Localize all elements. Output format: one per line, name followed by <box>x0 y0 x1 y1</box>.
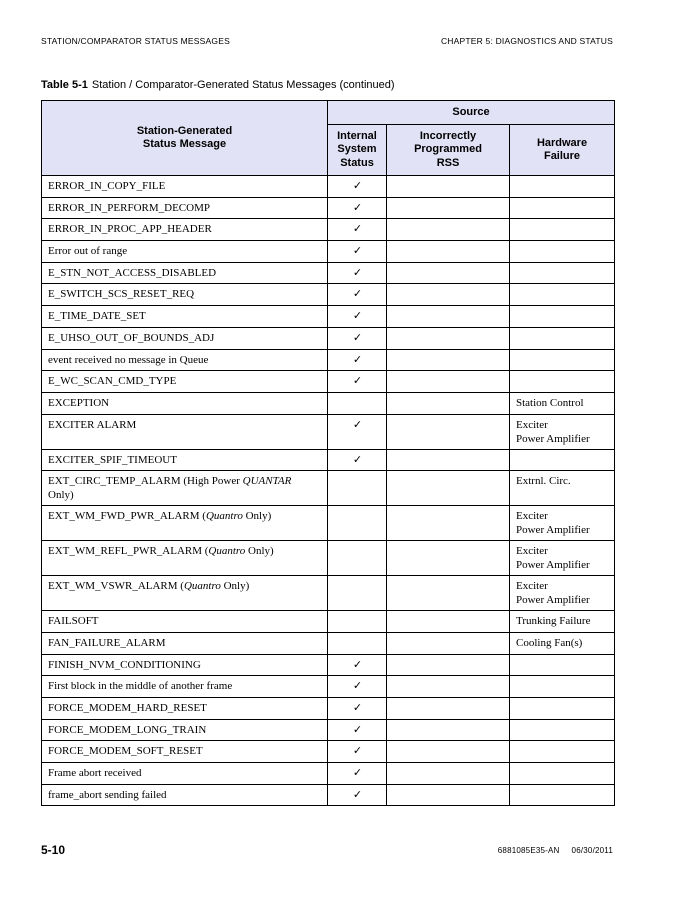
rss-cell <box>387 284 510 306</box>
rss-cell <box>387 197 510 219</box>
status-message-cell <box>42 741 328 763</box>
status-message-suffix: Only) <box>242 510 272 523</box>
internal-status-check: ✓ <box>328 197 387 219</box>
status-message-text: EXT_CIRC_TEMP_ALARM (High Power <box>48 475 243 488</box>
status-message-cell <box>42 284 328 306</box>
status-message-cell <box>42 611 328 633</box>
table-row <box>42 176 615 198</box>
status-message-cell <box>42 654 328 676</box>
header-status-message <box>42 101 328 176</box>
table-row <box>42 241 615 263</box>
status-message-text: FORCE_MODEM_HARD_RESET <box>48 702 207 714</box>
hardware-failure-cell <box>510 176 615 198</box>
table-row <box>42 654 615 676</box>
status-message-text: frame_abort sending failed <box>48 788 167 801</box>
rss-cell <box>387 576 510 611</box>
status-message-text: EXCITER ALARM <box>48 418 137 431</box>
table-caption-text: Station / Comparator-Generated Status Messages (continued) <box>91 79 395 91</box>
hardware-failure-cell <box>510 784 615 806</box>
hardware-failure-cell: Cooling Fan(s) <box>510 632 615 654</box>
status-message-cell <box>42 262 328 284</box>
hardware-failure-cell <box>510 741 615 763</box>
status-message-text: FAILSOFT <box>48 615 99 628</box>
table-row <box>42 219 615 241</box>
rss-cell <box>387 392 510 414</box>
status-message-text: FORCE_MODEM_LONG_TRAIN <box>48 723 207 736</box>
status-message-text: E_STN_NOT_ACCESS_DISABLED <box>48 266 217 279</box>
status-message-cell <box>42 676 328 698</box>
status-message-product-name: Quantro <box>205 510 243 523</box>
status-message-cell <box>42 449 328 471</box>
internal-status-check: ✓ <box>328 698 387 720</box>
header-internal-text: Internal System Status <box>337 129 377 169</box>
table-row <box>42 284 615 306</box>
status-messages-table <box>41 100 615 806</box>
internal-status-check <box>328 632 387 654</box>
hardware-failure-cell <box>510 197 615 219</box>
status-message-cell <box>42 197 328 219</box>
rss-cell <box>387 541 510 576</box>
table-row <box>42 262 615 284</box>
rss-cell <box>387 632 510 654</box>
internal-status-check: ✓ <box>328 763 387 785</box>
rss-cell <box>387 784 510 806</box>
rss-cell <box>387 262 510 284</box>
hardware-failure-cell: Exciter Power Amplifier <box>510 506 615 541</box>
table-row <box>42 197 615 219</box>
hardware-failure-cell <box>510 676 615 698</box>
header-rss-text: Incorrectly Programmed RSS <box>414 129 482 169</box>
status-message-text: EXT_WM_REFL_PWR_ALARM ( <box>48 545 209 558</box>
rss-cell <box>387 371 510 393</box>
status-message-text: FORCE_MODEM_SOFT_RESET <box>48 745 203 758</box>
status-message-text: EXT_WM_VSWR_ALARM ( <box>48 580 184 593</box>
hardware-failure-cell: Exciter Power Amplifier <box>510 576 615 611</box>
hardware-failure-cell <box>510 284 615 306</box>
internal-status-check <box>328 392 387 414</box>
status-message-text: FAN_FAILURE_ALARM <box>48 636 166 649</box>
internal-status-check: ✓ <box>328 676 387 698</box>
hardware-failure-cell <box>510 327 615 349</box>
header-hardware-text: Hardware Failure <box>536 136 588 162</box>
status-message-text: ERROR_IN_PROC_APP_HEADER <box>48 223 212 236</box>
internal-status-check: ✓ <box>328 241 387 263</box>
internal-status-check: ✓ <box>328 414 387 449</box>
footer-doc-info <box>498 846 613 855</box>
status-message-text: E_UHSO_OUT_OF_BOUNDS_ADJ <box>48 331 215 344</box>
status-message-cell <box>42 698 328 720</box>
hardware-failure-cell <box>510 241 615 263</box>
table-row <box>42 632 615 654</box>
status-message-text: Frame abort received <box>48 767 142 780</box>
hardware-failure-cell <box>510 719 615 741</box>
rss-cell <box>387 414 510 449</box>
status-message-text: E_WC_SCAN_CMD_TYPE <box>48 375 177 388</box>
hardware-failure-cell: Extrnl. Circ. <box>510 471 615 506</box>
status-message-cell <box>42 241 328 263</box>
table-row <box>42 576 615 611</box>
header-internal-system-status <box>328 125 387 176</box>
hardware-failure-cell <box>510 262 615 284</box>
status-message-text: E_TIME_DATE_SET <box>48 310 146 323</box>
status-message-suffix: Only) <box>245 545 274 558</box>
internal-status-check <box>328 506 387 541</box>
status-message-cell <box>42 632 328 654</box>
status-message-suffix: Only) <box>220 580 250 593</box>
rss-cell <box>387 176 510 198</box>
rss-cell <box>387 306 510 328</box>
table-caption <box>41 79 395 91</box>
hardware-failure-cell: Station Control <box>510 392 615 414</box>
hardware-failure-cell: Trunking Failure <box>510 611 615 633</box>
rss-cell <box>387 719 510 741</box>
internal-status-check <box>328 541 387 576</box>
rss-cell <box>387 698 510 720</box>
status-message-text: EXT_WM_FWD_PWR_ALARM ( <box>48 510 206 523</box>
table-row <box>42 719 615 741</box>
table-caption-label: Table 5-1 <box>41 79 88 91</box>
internal-status-check: ✓ <box>328 449 387 471</box>
status-message-product-name: Quantro <box>183 580 221 593</box>
hardware-failure-cell: Exciter Power Amplifier <box>510 541 615 576</box>
status-message-cell <box>42 392 328 414</box>
internal-status-check: ✓ <box>328 219 387 241</box>
rss-cell <box>387 654 510 676</box>
rss-cell <box>387 741 510 763</box>
internal-status-check: ✓ <box>328 784 387 806</box>
hardware-failure-cell: Exciter Power Amplifier <box>510 414 615 449</box>
header-source: Source <box>328 101 615 125</box>
table-row <box>42 506 615 541</box>
status-message-text: E_SWITCH_SCS_RESET_REQ <box>48 288 195 301</box>
internal-status-check: ✓ <box>328 262 387 284</box>
table-row <box>42 414 615 449</box>
status-message-cell <box>42 576 328 611</box>
table-row <box>42 611 615 633</box>
rss-cell <box>387 676 510 698</box>
internal-status-check: ✓ <box>328 719 387 741</box>
footer-date: 06/30/2011 <box>571 846 613 855</box>
rss-cell <box>387 241 510 263</box>
status-message-cell <box>42 306 328 328</box>
header-status-message-text: Station-Generated Status Message <box>136 124 233 150</box>
running-header-right: CHAPTER 5: DIAGNOSTICS AND STATUS <box>440 36 613 46</box>
status-message-cell <box>42 219 328 241</box>
table-row <box>42 449 615 471</box>
hardware-failure-cell <box>510 371 615 393</box>
hardware-failure-cell <box>510 763 615 785</box>
hardware-failure-cell <box>510 306 615 328</box>
status-message-cell <box>42 327 328 349</box>
rss-cell <box>387 471 510 506</box>
hardware-failure-cell <box>510 698 615 720</box>
rss-cell <box>387 611 510 633</box>
internal-status-check: ✓ <box>328 327 387 349</box>
internal-status-check: ✓ <box>328 371 387 393</box>
status-message-cell <box>42 349 328 371</box>
status-message-cell <box>42 719 328 741</box>
internal-status-check: ✓ <box>328 176 387 198</box>
status-message-text: First block in the middle of another frame <box>48 680 233 693</box>
table-row <box>42 327 615 349</box>
internal-status-check <box>328 471 387 506</box>
internal-status-check: ✓ <box>328 654 387 676</box>
hardware-failure-cell <box>510 654 615 676</box>
rss-cell <box>387 449 510 471</box>
status-message-product-name: QUANTAR <box>242 475 292 488</box>
status-message-cell <box>42 784 328 806</box>
hardware-failure-cell <box>510 219 615 241</box>
status-message-text: EXCEPTION <box>48 396 110 409</box>
status-message-text: FINISH_NVM_CONDITIONING <box>48 658 201 671</box>
hardware-failure-cell <box>510 349 615 371</box>
rss-cell <box>387 763 510 785</box>
table-row <box>42 676 615 698</box>
status-message-cell <box>42 414 328 449</box>
table-row <box>42 371 615 393</box>
table-row <box>42 349 615 371</box>
internal-status-check: ✓ <box>328 306 387 328</box>
rss-cell <box>387 219 510 241</box>
table-row <box>42 784 615 806</box>
table-row <box>42 392 615 414</box>
status-message-cell <box>42 541 328 576</box>
status-message-suffix: Only) <box>48 489 74 502</box>
table-row <box>42 741 615 763</box>
status-message-text: EXCITER_SPIF_TIMEOUT <box>48 453 177 466</box>
table-row <box>42 698 615 720</box>
status-message-text: ERROR_IN_PERFORM_DECOMP <box>48 201 210 214</box>
status-message-product-name: Quantro <box>208 545 246 558</box>
rss-cell <box>387 349 510 371</box>
status-message-cell <box>42 176 328 198</box>
rss-cell <box>387 327 510 349</box>
status-message-text: Error out of range <box>48 245 128 258</box>
internal-status-check <box>328 576 387 611</box>
status-message-cell <box>42 506 328 541</box>
table-row <box>42 471 615 506</box>
internal-status-check: ✓ <box>328 284 387 306</box>
table-body <box>42 176 615 806</box>
table-row <box>42 763 615 785</box>
internal-status-check: ✓ <box>328 349 387 371</box>
status-message-text: ERROR_IN_COPY_FILE <box>48 180 166 192</box>
status-message-text: event received no message in Queue <box>48 353 209 366</box>
internal-status-check <box>328 611 387 633</box>
running-header-left: STATION/COMPARATOR STATUS MESSAGES <box>41 36 230 46</box>
table-row <box>42 541 615 576</box>
rss-cell <box>387 506 510 541</box>
status-message-cell <box>42 471 328 506</box>
status-message-cell <box>42 371 328 393</box>
header-incorrectly-programmed-rss <box>387 125 510 176</box>
header-hardware-failure <box>510 125 615 176</box>
hardware-failure-cell <box>510 449 615 471</box>
page-number: 5-10 <box>41 843 66 857</box>
internal-status-check: ✓ <box>328 741 387 763</box>
footer-doc-id: 6881085E35-AN <box>497 846 560 855</box>
status-message-cell <box>42 763 328 785</box>
table-row <box>42 306 615 328</box>
